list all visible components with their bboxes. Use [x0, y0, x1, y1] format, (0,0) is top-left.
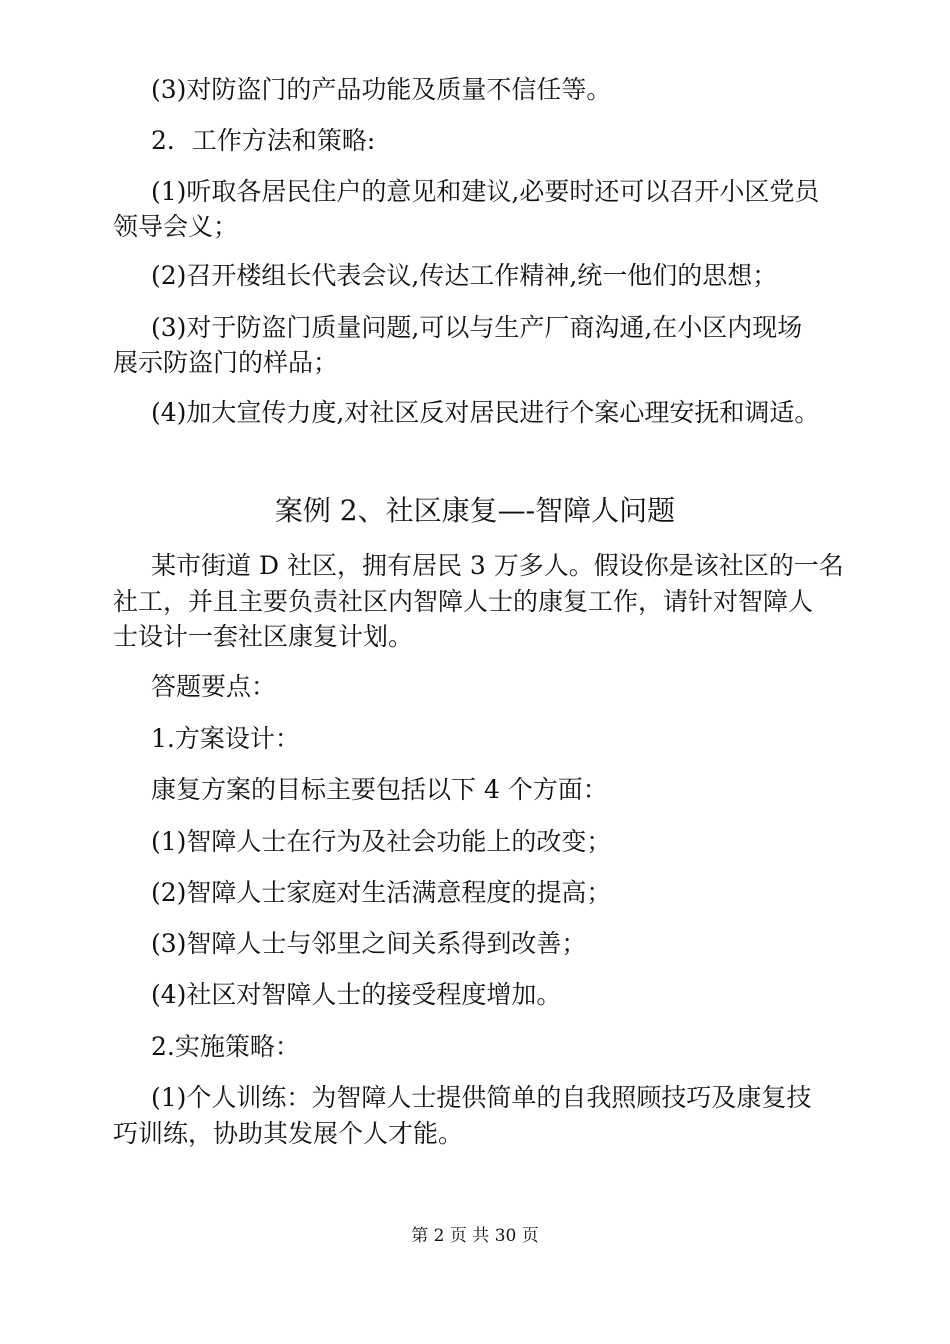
paragraph-line: (3)对于防盗门质量问题,可以与生产厂商沟通,在小区内现场	[151, 313, 803, 342]
paragraph-line: 某市街道 D 社区，拥有居民 3 万多人。假设你是该社区的一名	[151, 551, 844, 580]
section-heading-plan-design: 1.方案设计：	[151, 724, 300, 753]
paragraph-line: 士设计一套社区康复计划。	[113, 622, 414, 651]
paragraph-line: 康复方案的目标主要包括以下 4 个方面：	[151, 775, 608, 804]
section-heading-answer-points: 答题要点：	[151, 672, 277, 701]
paragraph-line: 巧训练，协助其发展个人才能。	[113, 1119, 464, 1148]
list-item: (4)社区对智障人士的接受程度增加。	[151, 980, 562, 1009]
page-number-footer: 第 2 页 共 30 页	[411, 1226, 539, 1246]
section-heading-work-methods: 2．工作方法和策略:	[151, 126, 376, 155]
paragraph-line: 社工，并且主要负责社区内智障人士的康复工作，请针对智障人	[113, 587, 814, 616]
paragraph-line: (2)召开楼组长代表会议,传达工作精神,统一他们的思想；	[151, 261, 778, 290]
list-item: (2)智障人士家庭对生活满意程度的提高；	[151, 878, 612, 907]
paragraph-line: (1)听取各居民住户的意见和建议,必要时还可以召开小区党员	[151, 177, 820, 206]
case-heading: 案例 2、社区康复—-智障人问题	[274, 494, 676, 527]
paragraph-line: (1)个人训练：为智障人士提供简单的自我照顾技巧及康复技	[151, 1083, 812, 1112]
paragraph-line: (4)加大宣传力度,对社区反对居民进行个案心理安抚和调适。	[151, 398, 820, 427]
paragraph-line: 领导会义；	[113, 212, 239, 241]
list-item: (3)智障人士与邻里之间关系得到改善；	[151, 929, 587, 958]
paragraph-line: 展示防盗门的样品；	[113, 348, 339, 377]
paragraph-line: (3)对防盗门的产品功能及质量不信任等。	[151, 75, 612, 104]
list-item: (1)智障人士在行为及社会功能上的改变；	[151, 827, 612, 856]
section-heading-strategy: 2.实施策略：	[151, 1032, 300, 1061]
